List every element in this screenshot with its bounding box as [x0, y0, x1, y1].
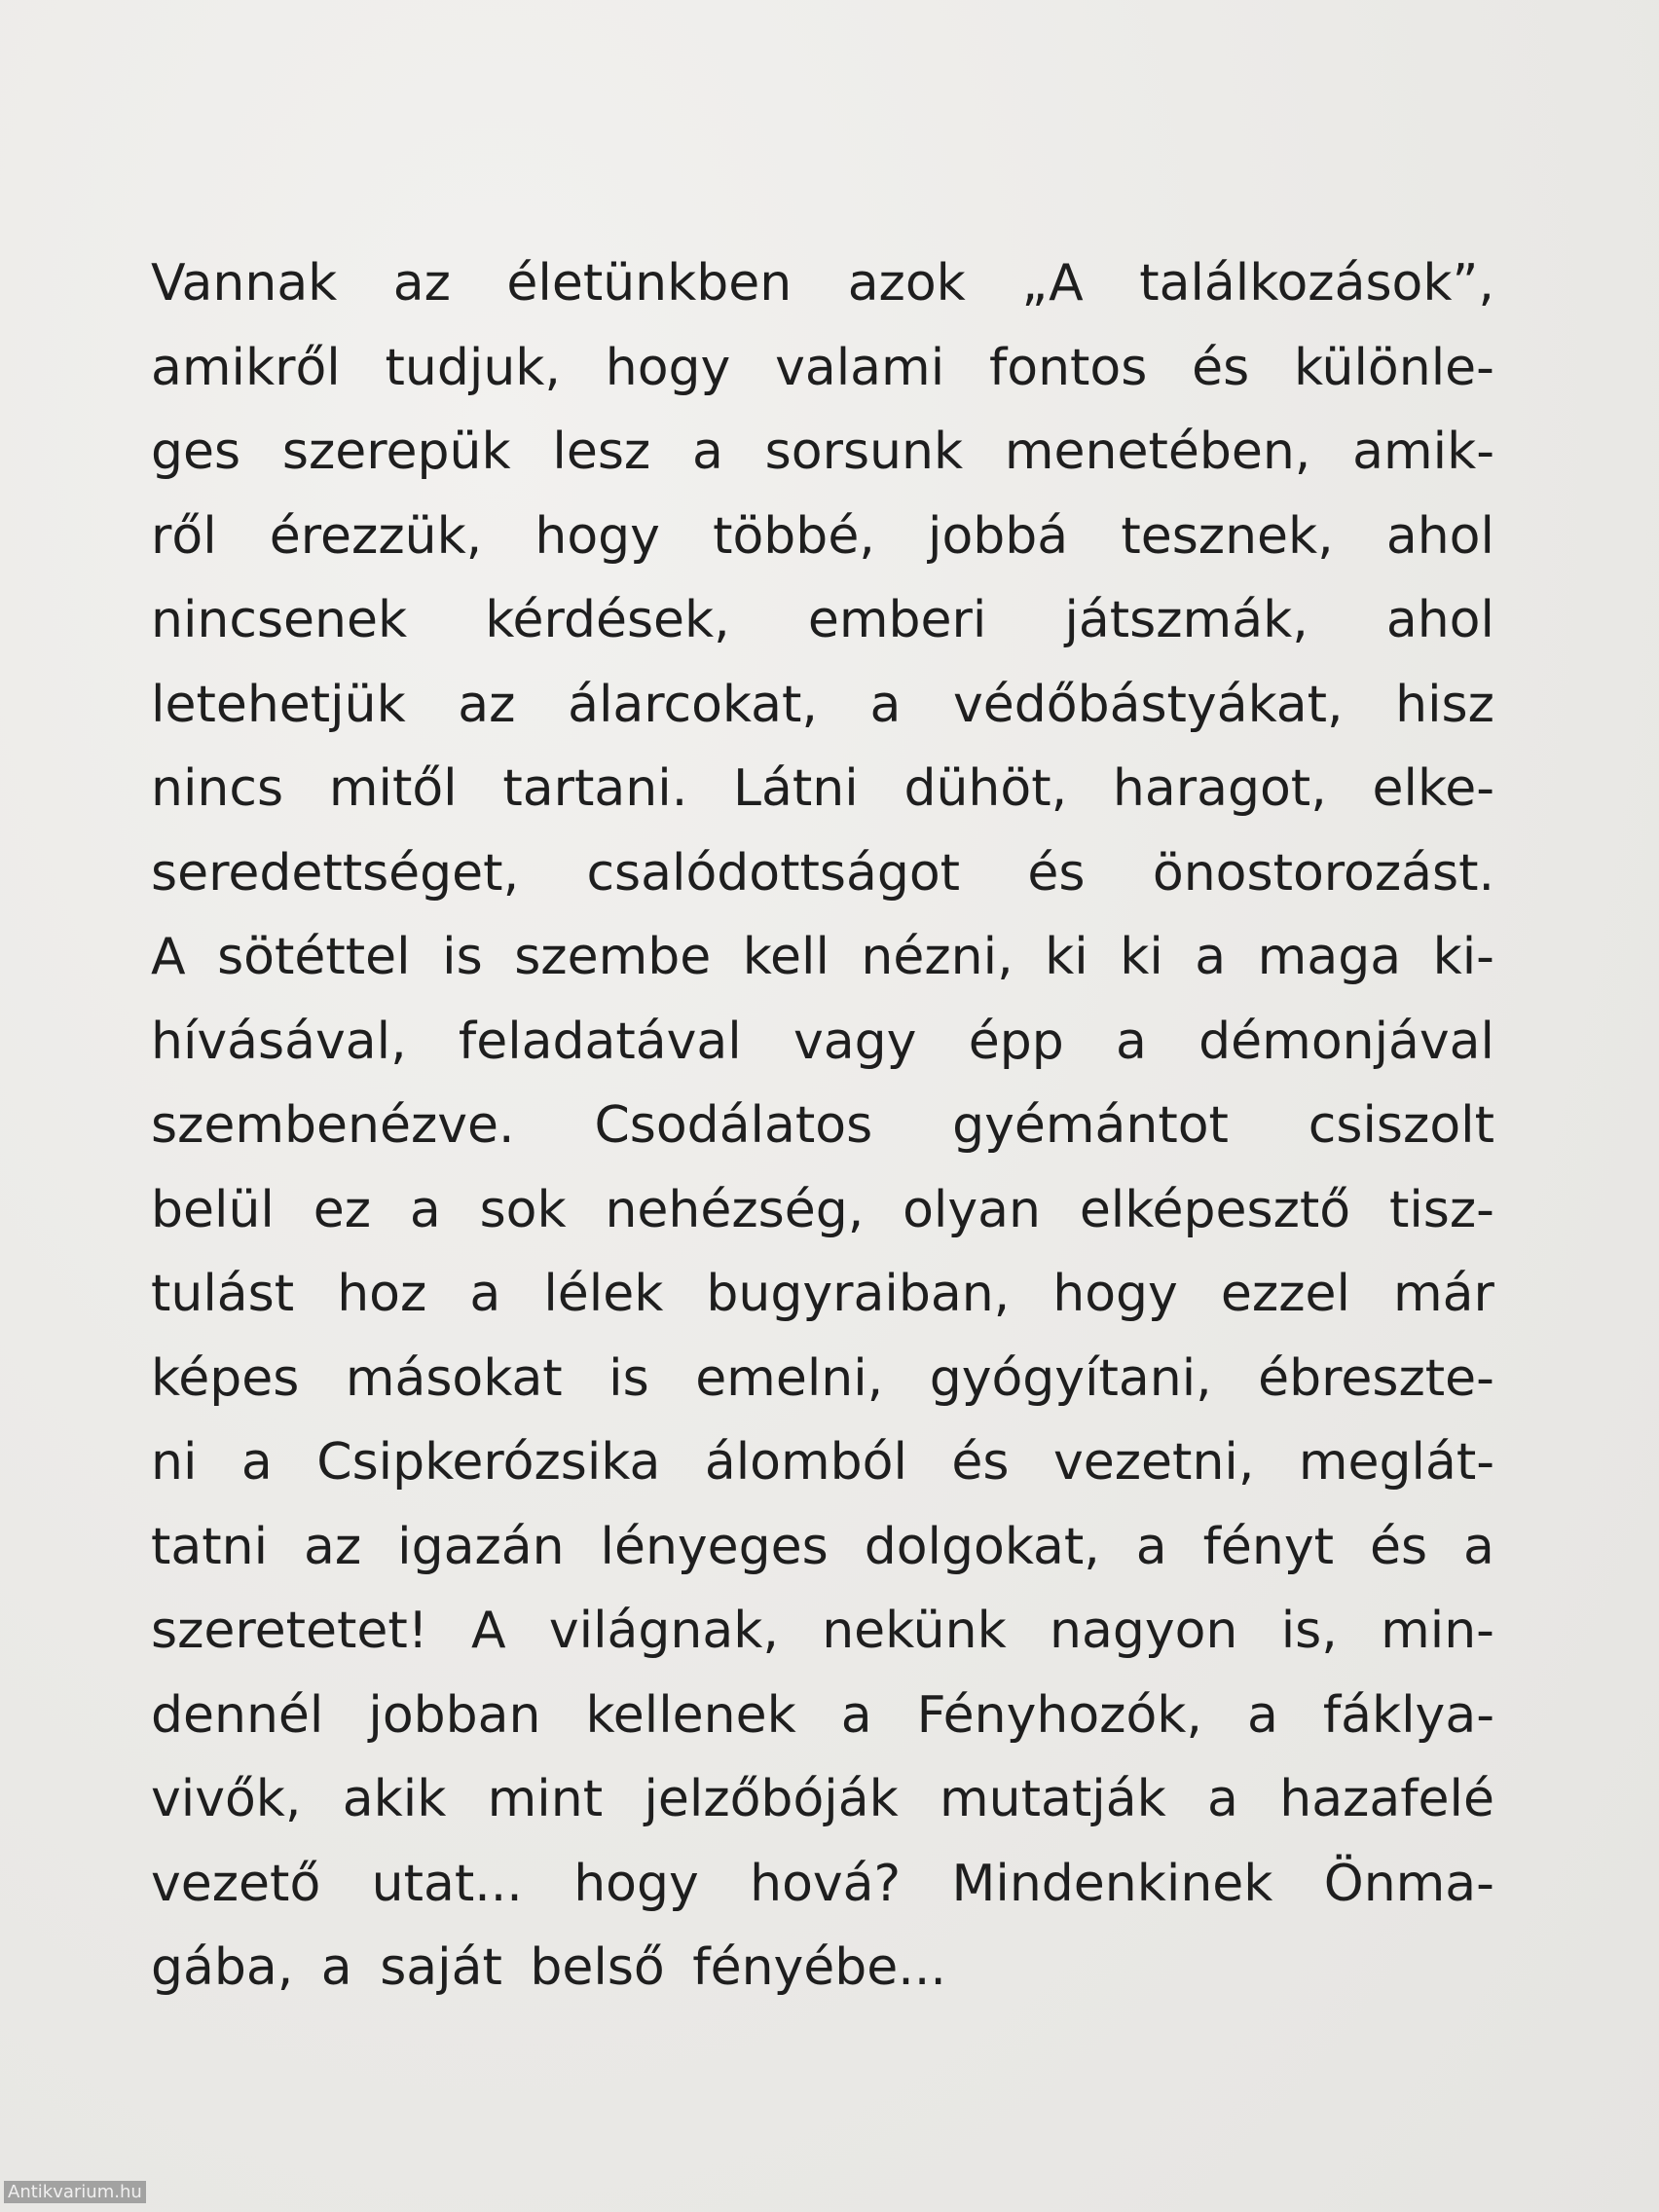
text-line: Vannak az életünkben azok „A találkozások”,	[151, 254, 1494, 313]
text-line: gába, a saját belső fényébe...	[151, 1938, 946, 1997]
text-line: tulást hoz a lélek bugyraiban, hogy ezzel már	[151, 1265, 1494, 1323]
text-line: letehetjük az álarcokat, a védőbástyákat, hisz	[151, 675, 1494, 734]
text-line: belül ez a sok nehézség, olyan elképesztő tisz-	[151, 1180, 1494, 1239]
text-line: seredettséget, csalódottságot és önostorozást.	[151, 843, 1494, 903]
body-paragraph	[151, 241, 1494, 2010]
text-line: ni a Csipkerózsika álomból és vezetni, meglát-	[151, 1433, 1494, 1492]
text-line: tatni az igazán lényeges dolgokat, a fényt és a	[151, 1517, 1494, 1576]
text-line: dennél jobban kellenek a Fényhozók, a fáklya-	[151, 1685, 1494, 1745]
text-line: vezető utat... hogy hová? Mindenkinek Önma-	[151, 1854, 1494, 1913]
watermark-label: Antikvarium.hu	[4, 2181, 146, 2203]
text-line: hívásával, feladatával vagy épp a démonjával	[151, 1012, 1494, 1071]
text-line: nincsenek kérdések, emberi játszmák, ahol	[151, 591, 1494, 649]
text-line: amikről tudjuk, hogy valami fontos és különle-	[151, 338, 1494, 397]
text-line: vivők, akik mint jelzőbóják mutatják a hazafelé	[151, 1770, 1494, 1828]
text-line: ges szerepük lesz a sorsunk menetében, amik-	[151, 423, 1494, 481]
text-line: ről érezzük, hogy többé, jobbá tesznek, ahol	[151, 506, 1494, 566]
text-line: képes másokat is emelni, gyógyítani, ébreszte-	[151, 1348, 1494, 1408]
text-line: szembenézve. Csodálatos gyémántot csiszolt	[151, 1096, 1494, 1155]
text-line: nincs mitől tartani. Látni dühöt, haragot, elke-	[151, 759, 1494, 818]
text-line: A sötéttel is szembe kell nézni, ki ki a maga ki-	[151, 928, 1494, 986]
text-line: szeretetet! A világnak, nekünk nagyon is, min-	[151, 1602, 1494, 1660]
